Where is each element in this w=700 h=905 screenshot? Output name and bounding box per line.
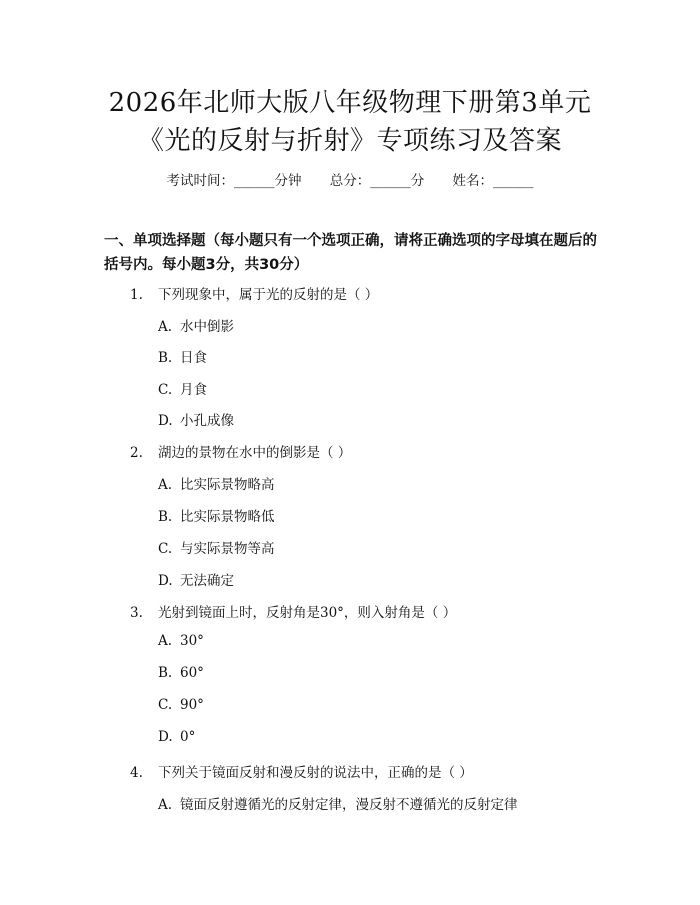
option-letter: D. (158, 573, 173, 589)
option-letter: B. (158, 350, 173, 366)
question-2 (130, 441, 351, 461)
question-number: 1. (130, 287, 143, 303)
option-text: 无法确定 (180, 573, 234, 589)
option-letter: A. (158, 319, 173, 335)
question-text: 下列现象中，属于光的反射的是（ ） (158, 287, 379, 303)
option-letter: C. (158, 541, 173, 557)
question-text: 光射到镜面上时，反射角是30°，则入射角是（ ） (158, 605, 457, 621)
option-4a (158, 793, 518, 813)
option-text: 60° (180, 665, 204, 681)
option-letter: A. (158, 797, 173, 813)
option-1b (158, 346, 207, 366)
question-1 (130, 283, 378, 303)
title-line-2: 《光的反射与折射》专项练习及答案 (137, 126, 562, 156)
exam-name: 姓名：______ (452, 173, 534, 189)
option-3d (158, 729, 195, 745)
option-text: 90° (180, 697, 204, 713)
option-letter: A. (158, 477, 173, 493)
option-text: 月食 (180, 382, 207, 398)
question-3 (130, 601, 456, 621)
option-text: 水中倒影 (180, 319, 234, 335)
option-letter: B. (158, 665, 173, 681)
exam-info (0, 169, 700, 189)
option-letter: C. (158, 697, 173, 713)
title-line-1: 2026年北师大版八年级物理下册第3单元 (108, 88, 592, 118)
option-letter: D. (158, 413, 173, 429)
option-2d (158, 569, 234, 589)
option-1c (158, 378, 207, 398)
option-3a (158, 633, 204, 649)
option-letter: B. (158, 509, 173, 525)
option-text: 0° (180, 729, 196, 745)
question-text: 湖边的景物在水中的倒影是（ ） (158, 445, 352, 461)
question-number: 3. (130, 605, 143, 621)
option-text: 比实际景物略低 (180, 509, 275, 525)
option-text: 镜面反射遵循光的反射定律，漫反射不遵循光的反射定律 (180, 797, 518, 813)
option-letter: A. (158, 633, 173, 649)
option-text: 小孔成像 (180, 413, 234, 429)
option-text: 日食 (180, 350, 207, 366)
option-3c (158, 697, 204, 713)
question-text: 下列关于镜面反射和漫反射的说法中，正确的是（ ） (158, 765, 473, 781)
exam-time: 考试时间：______分钟 (166, 173, 302, 189)
option-2b (158, 505, 275, 525)
section-heading: 一、单项选择题（每小题只有一个选项正确，请将正确选项的字母填在题后的括号内。每小题3分，共30分） (104, 233, 597, 273)
question-4 (130, 761, 473, 781)
option-text: 比实际景物略高 (180, 477, 275, 493)
option-2c (158, 537, 275, 557)
option-text: 30° (180, 633, 204, 649)
option-1a (158, 315, 234, 335)
exam-score: 总分：______分 (329, 173, 425, 189)
question-number: 4. (130, 765, 143, 781)
option-2a (158, 473, 275, 493)
option-text: 与实际景物等高 (180, 541, 275, 557)
option-1d (158, 409, 234, 429)
question-number: 2. (130, 445, 143, 461)
option-letter: C. (158, 382, 173, 398)
option-3b (158, 665, 204, 681)
option-letter: D. (158, 729, 173, 745)
